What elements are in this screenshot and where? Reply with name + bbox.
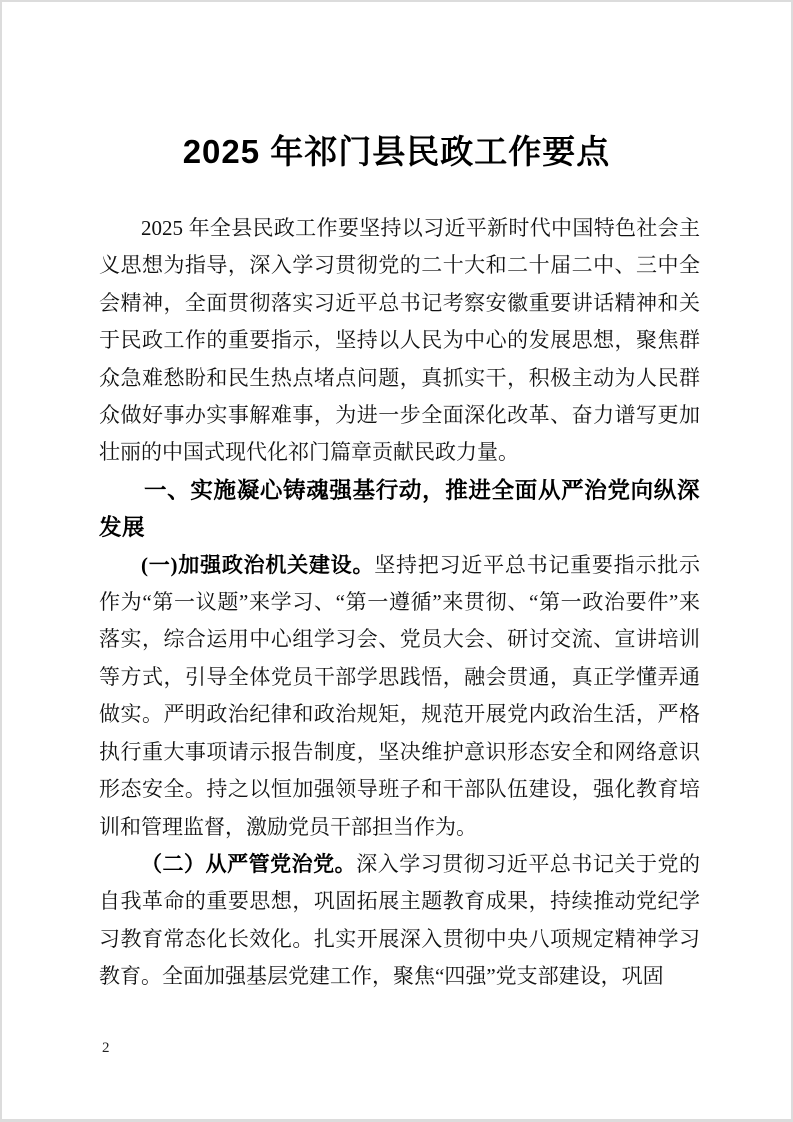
document-page — [2, 2, 791, 1119]
document-title: 2025 年祁门县民政工作要点 — [182, 133, 611, 170]
intro-paragraph: 2025 年全县民政工作要坚持以习近平新时代中国特色社会主义思想为指导，深入学习贯彻党的二十大和二十届二中、三中全会精神，全面贯彻落实习近平总书记考察安徽重要讲话精神和关于民政工作的重要指示，坚持以人民为中心的发展思想，聚焦群众急难愁盼和民生热点堵点问题，真抓实干，积极主动为人民群众做好事办实事解难事，为进一步全面深化改革、奋力谱写更加壮丽的中国式现代化祁门篇章贡献民政力量。 — [99, 216, 700, 465]
section-paragraph-1 — [99, 547, 700, 846]
page-number: 2 — [102, 1040, 110, 1056]
section-paragraph-2 — [99, 846, 700, 996]
section-heading-1: 一、实施凝心铸魂强基行动，推进全面从严治党向纵深发展 — [99, 477, 700, 541]
section-1-text: 坚持把习近平总书记重要指示批示作为“第一议题”来学习、“第一遵循”来贯彻、“第一政治要件”来落实，综合运用中心组学习会、党员大会、研讨交流、宣讲培训等方式，引导全体党员干部学思践悟，融会贯通，真正学懂弄通做实。严明政治纪律和政治规矩，规范开展党内政治生活，严格执行重大事项请示报告制度，坚决维护意识形态安全和网络意识形态安全。持之以恒加强领导班子和干部队伍建设，强化教育培训和管理监督，激励党员干部担当作为。 — [99, 552, 700, 839]
section-2-text: 深入学习贯彻习近平总书记关于党的自我革命的重要思想，巩固拓展主题教育成果，持续推动党纪学习教育常态化长效化。扎实开展深入贯彻中央八项规定精神学习教育。全面加强基层党建工作，聚焦“四强”党支部建设，巩固 — [99, 851, 701, 989]
section-2-lead: （二）从严管党治党。 — [141, 851, 357, 876]
document-body — [99, 210, 700, 996]
section-1-lead: (一)加强政治机关建设。 — [141, 552, 375, 577]
